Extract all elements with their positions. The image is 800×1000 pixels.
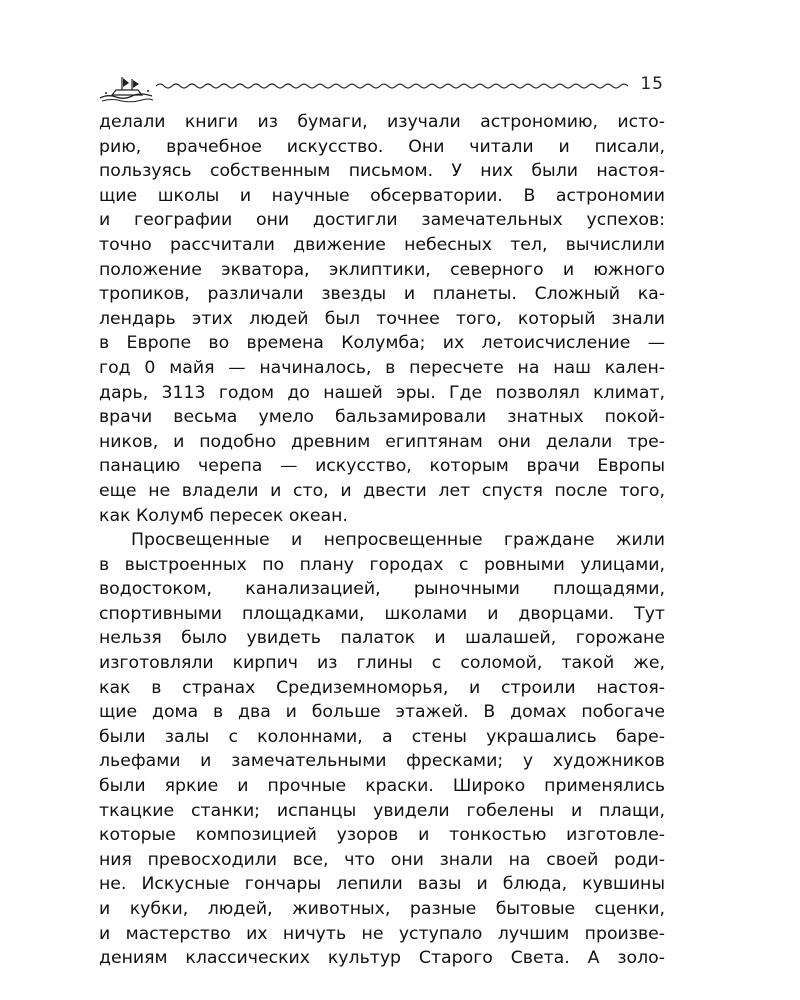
text-line: и мастерство их ничуть не уступало лучшим произве- bbox=[99, 923, 665, 944]
text-line: как в странах Средиземноморья, и строили настоя- bbox=[99, 677, 665, 698]
text-line: положение экватора, эклиптики, северного и южного bbox=[99, 259, 665, 280]
text-line: точно рассчитали движение небесных тел, вычислили bbox=[99, 234, 665, 255]
text-line: нельзя было увидеть палаток и шалашей, горожане bbox=[99, 628, 665, 649]
text-line: дениям классических культур Старого Света. А золо- bbox=[99, 948, 665, 969]
text-line: не. Искусные гончары лепили вазы и блюда, кувшины bbox=[99, 874, 665, 895]
text-line: рию, врачебное искусство. Они читали и писали, bbox=[99, 136, 665, 157]
text-line: в Европе во времена Колумба; их летоисчисление — bbox=[99, 333, 665, 354]
text-line: льефами и замечательными фресками; у художников bbox=[99, 751, 665, 772]
text-line: спортивными площадками, школами и дворцами. Тут bbox=[99, 603, 665, 624]
text-line: делали книги из бумаги, изучали астрономию, исто- bbox=[99, 112, 665, 132]
text-line: изготовляли кирпич из глины с соломой, такой же, bbox=[99, 653, 665, 674]
text-line: панацию черепа — искусство, которым врачи Европы bbox=[99, 456, 665, 477]
paragraph-first-line: Просвещенные и непросвещенные граждане жили bbox=[131, 530, 665, 551]
text-line: тропиков, различали звезды и планеты. Сложный ка- bbox=[99, 284, 665, 305]
text-line: лендарь этих людей был точнее того, который знали bbox=[99, 308, 665, 329]
text-line: ников, и подобно древним египтянам они делали тре- bbox=[99, 431, 665, 452]
text-line: ния превосходили все, что они знали на своей роди- bbox=[99, 849, 665, 870]
text-line: и географии они достигли замечательных успехов: bbox=[99, 210, 665, 231]
text-line: дарь, 3113 годом до нашей эры. Где позволял климат, bbox=[99, 382, 665, 403]
text-line: год 0 майя — начиналось, в пересчете на наш кален- bbox=[99, 357, 665, 378]
text-line: которые композицией узоров и тонкостью изготовле- bbox=[99, 825, 665, 846]
text-line: как Колумб пересек океан. bbox=[99, 505, 348, 526]
ship-ornament-icon bbox=[98, 74, 154, 104]
text-line: были залы с колоннами, а стены украшались баре- bbox=[99, 726, 665, 747]
running-header bbox=[98, 70, 666, 106]
text-line: пользуясь собственным письмом. У них были настоя- bbox=[99, 161, 665, 182]
text-line: щие дома в два и больше этажей. В домах побогаче bbox=[99, 702, 665, 723]
text-line: были яркие и прочные краски. Широко применялись bbox=[99, 776, 665, 797]
decorative-wave-rule bbox=[156, 78, 628, 94]
text-line: и кубки, людей, животных, разные бытовые сценки, bbox=[99, 899, 665, 919]
text-line: врачи весьма умело бальзамировали знатных покой- bbox=[99, 407, 665, 428]
body-text bbox=[99, 110, 665, 971]
page-number: 15 bbox=[640, 74, 664, 94]
text-line: водостоком, канализацией, рыночными площадями, bbox=[99, 579, 665, 600]
text-line: в выстроенных по плану городах с ровными улицами, bbox=[99, 554, 665, 575]
text-line: ткацкие станки; испанцы увидели гобелены и плащи, bbox=[99, 800, 665, 821]
text-line: еще не владели и сто, и двести лет спустя после того, bbox=[99, 480, 665, 501]
text-line: щие школы и научные обсерватории. В астрономии bbox=[99, 185, 665, 206]
